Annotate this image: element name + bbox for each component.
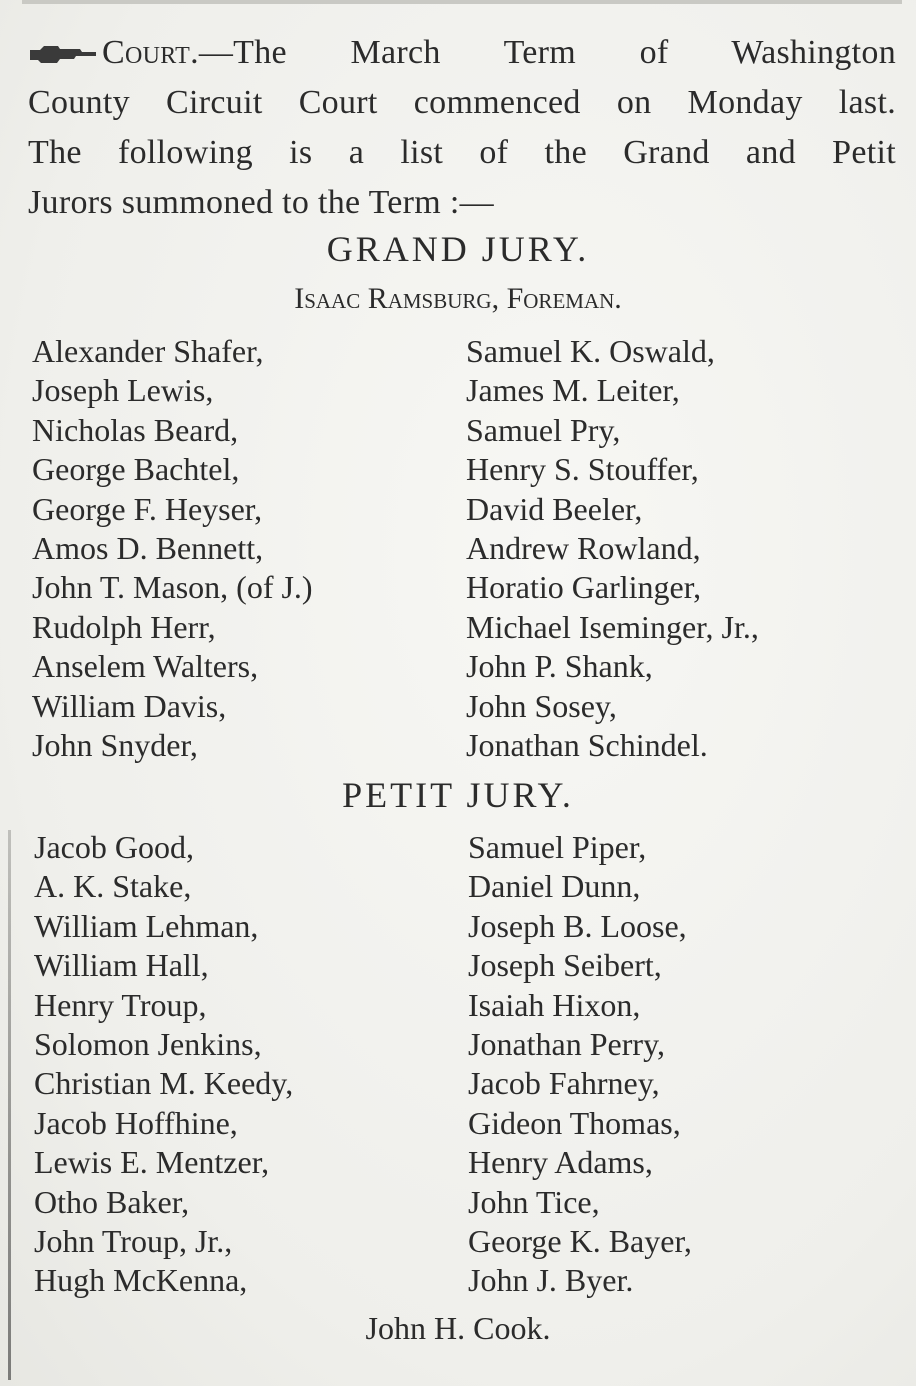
juror-name: Amos D. Bennett,	[32, 529, 264, 566]
juror-name: William Davis,	[32, 687, 227, 724]
juror-name: Jonathan Perry,	[468, 1025, 665, 1062]
intro-rest: —The March Term of Washington	[198, 34, 896, 71]
petit-jury-right-column	[468, 828, 692, 1301]
juror-name: William Lehman,	[34, 907, 259, 944]
juror-name: Henry S. Stouffer,	[466, 451, 699, 488]
petit-jury-last-name: John H. Cook.	[365, 1310, 551, 1346]
juror-name: Jonathan Schindel.	[466, 726, 708, 763]
juror-name: Christian M. Keedy,	[34, 1065, 294, 1102]
juror-name: Samuel K. Oswald,	[466, 333, 715, 369]
grand-jury-right-column	[466, 332, 759, 765]
juror-name: Andrew Rowland,	[466, 529, 701, 566]
intro-paragraph	[28, 28, 896, 228]
grand-jury-heading: GRAND JURY.	[326, 229, 590, 269]
juror-name: Samuel Piper,	[468, 829, 647, 865]
juror-name: Daniel Dunn,	[468, 868, 641, 905]
juror-name: Gideon Thomas,	[468, 1104, 681, 1141]
intro-line-4: Jurors summoned to the Term :—	[28, 184, 494, 221]
juror-name: John T. Mason, (of J.)	[32, 569, 313, 606]
juror-name: John Sosey,	[466, 687, 617, 724]
juror-name: David Beeler,	[466, 490, 643, 527]
pointing-hand-icon	[28, 44, 100, 66]
juror-name: Joseph Seibert,	[468, 947, 662, 984]
juror-name: A. K. Stake,	[34, 868, 192, 905]
juror-name: John J. Byer.	[468, 1262, 634, 1299]
juror-name: Michael Iseminger, Jr.,	[466, 608, 759, 645]
intro-line-1	[28, 28, 896, 78]
juror-name: Samuel Pry,	[466, 411, 621, 448]
juror-name: John Troup, Jr.,	[34, 1222, 233, 1259]
petit-jury-heading: PETIT JURY.	[342, 775, 574, 815]
juror-name: Lewis E. Mentzer,	[34, 1144, 270, 1181]
juror-name: Hugh McKenna,	[34, 1262, 248, 1299]
juror-name: Rudolph Herr,	[32, 608, 216, 645]
intro-line-2: County Circuit Court commenced on Monday last.	[28, 84, 896, 121]
juror-name: Jacob Hoffhine,	[34, 1104, 238, 1141]
juror-name: Horatio Garlinger,	[466, 569, 702, 606]
intro-line-3: The following is a list of the Grand and Petit	[28, 134, 896, 171]
juror-name: Henry Adams,	[468, 1144, 653, 1181]
juror-name: Anselem Walters,	[32, 648, 259, 685]
juror-name: James M. Leiter,	[466, 372, 680, 409]
juror-name: Alexander Shafer,	[32, 333, 264, 369]
intro-lead: Court.	[102, 34, 199, 71]
juror-name: Henry Troup,	[34, 986, 207, 1023]
juror-name: William Hall,	[34, 947, 209, 984]
grand-jury-left-column	[32, 332, 313, 765]
foreman-line: Isaac Ramsburg, Foreman.	[294, 282, 622, 315]
column-rule	[8, 830, 11, 1380]
juror-name: Jacob Fahrney,	[468, 1065, 660, 1102]
top-border	[22, 0, 902, 4]
petit-jury-left-column	[34, 828, 293, 1301]
juror-name: John Snyder,	[32, 726, 198, 763]
juror-name: John Tice,	[468, 1183, 600, 1220]
juror-name: Solomon Jenkins,	[34, 1025, 262, 1062]
juror-name: Joseph B. Loose,	[468, 907, 687, 944]
juror-name: George Bachtel,	[32, 451, 240, 488]
juror-name: Otho Baker,	[34, 1183, 190, 1220]
juror-name: Nicholas Beard,	[32, 411, 239, 448]
juror-name: George F. Heyser,	[32, 490, 263, 527]
juror-name: Isaiah Hixon,	[468, 986, 641, 1023]
juror-name: George K. Bayer,	[468, 1222, 692, 1259]
juror-name: John P. Shank,	[466, 648, 653, 685]
juror-name: Joseph Lewis,	[32, 372, 214, 409]
juror-name: Jacob Good,	[34, 829, 194, 865]
